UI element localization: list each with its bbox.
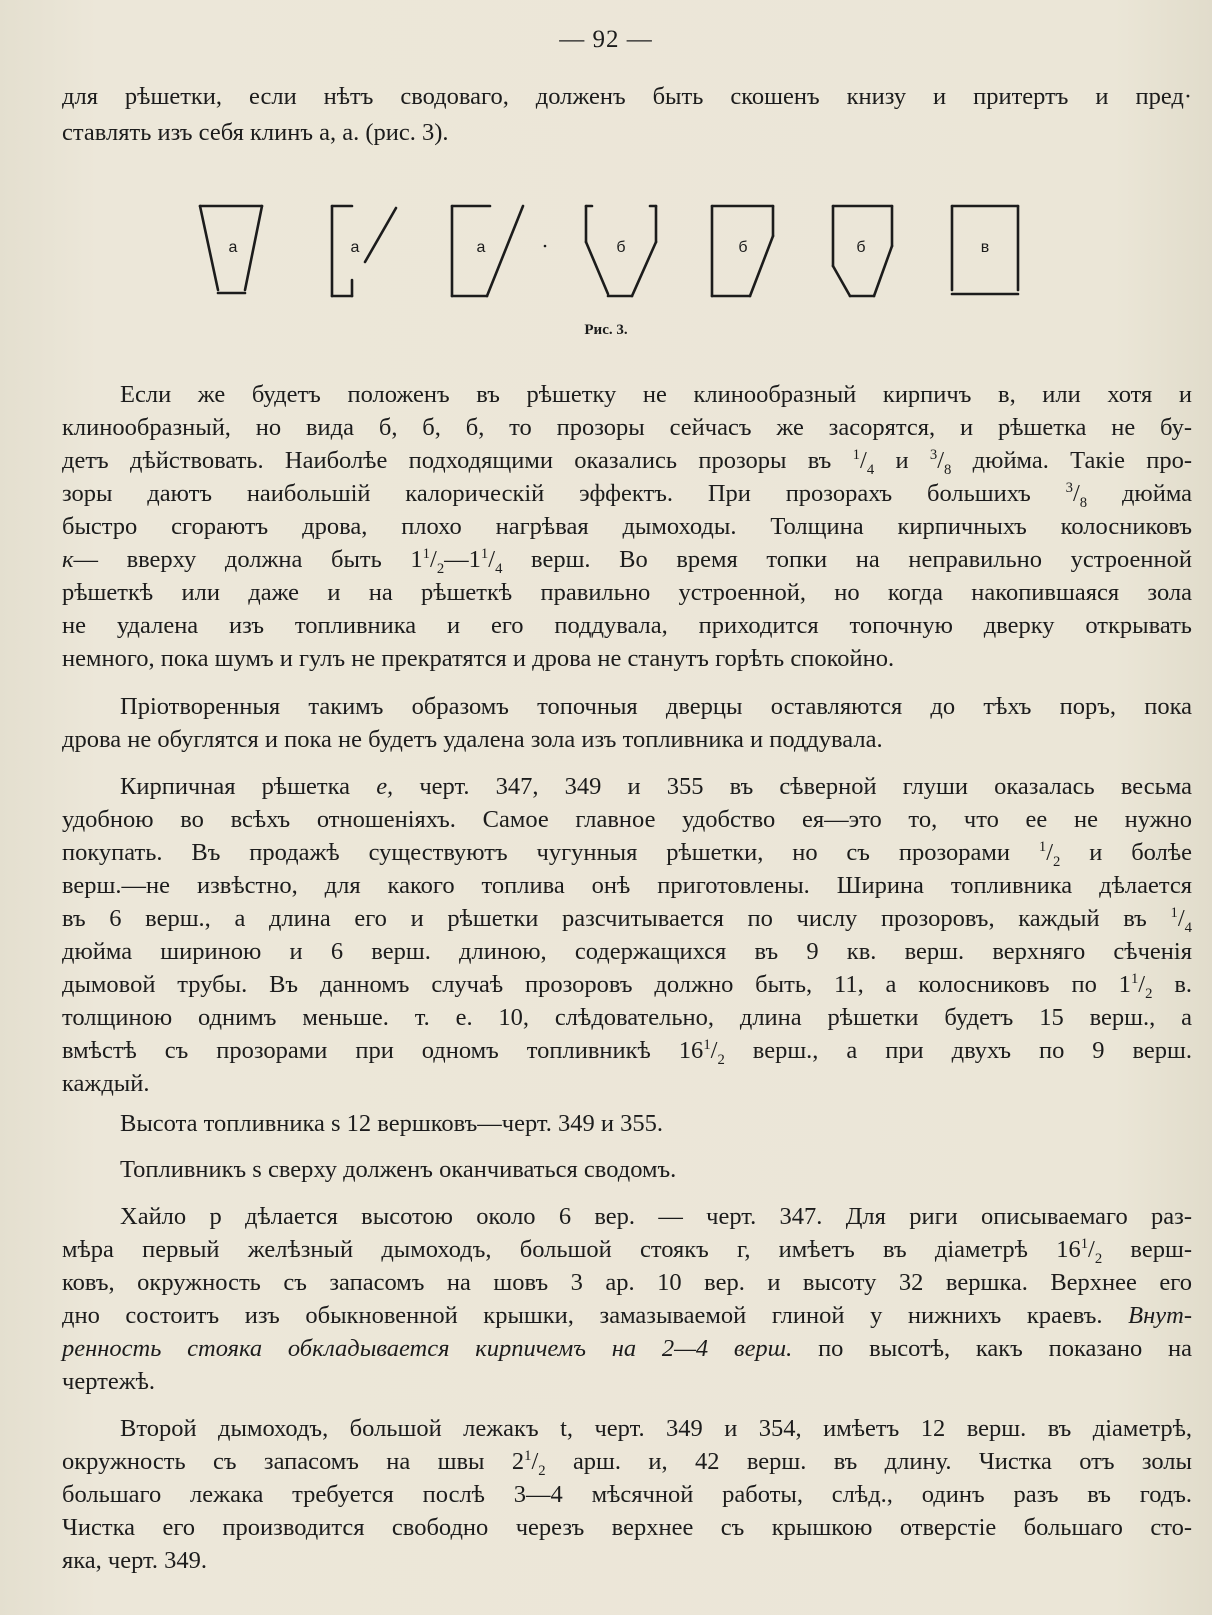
text-line: для рѣшетки, если нѣтъ сводоваго, долженъ быть скошенъ книзу и притертъ и пред· (62, 83, 1192, 110)
text-line: яка, черт. 349. (62, 1547, 208, 1574)
text-line: дно состоитъ изъ обыкновенной крышки, замазываемой глиной у нижнихъ краевъ. Внут- (62, 1302, 1193, 1329)
brick-profile-half-wedge (332, 206, 396, 296)
figure-label: б (856, 239, 866, 256)
text-line: верш.—не извѣстно, для какого топлива онѣ приготовлены. Ширина топливника дѣлается (62, 872, 1192, 899)
text-line: Второй дымоходъ, большой лежакъ t, черт. 349 и 354, имѣетъ 12 верш. въ діаметрѣ, (120, 1415, 1192, 1442)
brick-profile-half-wedge (452, 206, 523, 296)
text-line: ренность стояка обкладывается кирпичемъ на 2—4 верш. по высотѣ, какъ показано на (62, 1335, 1192, 1362)
figure-label: а (476, 239, 486, 256)
text-line: клинообразный, но вида б, б, б, то прозоры сейчасъ же засорятся, и рѣшетка не бу- (62, 414, 1192, 441)
text-line: дюйма шириною и 6 верш. длиною, содержащихся въ 9 кв. верш. верхняго сѣченія (62, 938, 1192, 965)
text-line: не удалена изъ топливника и его поддувала, приходится топочную дверку открывать (62, 612, 1192, 639)
text-line: Кирпичная рѣшетка е, черт. 347, 349 и 355 въ сѣверной глуши оказалась весьма (120, 773, 1192, 800)
figure-label: б (616, 239, 626, 256)
text-line: каждый. (62, 1070, 150, 1097)
text-line: быстро сгораютъ дрова, плохо нагрѣвая дымоходы. Толщина кирпичныхъ колосниковъ (62, 513, 1192, 540)
figure-caption: Рис. 3. (584, 322, 628, 338)
page-number: — 92 — (559, 26, 653, 53)
text-line: покупать. Въ продажѣ существуютъ чугунныя рѣшетки, но съ прозорами $^1/_2$ и болѣе (62, 838, 1193, 870)
text-line: дрова не обуглятся и пока не будетъ удалена зола изъ топливника и поддувала. (62, 726, 883, 753)
text-line: Чистка его производится свободно черезъ верхнее съ крышкою отверстіе большаго сто- (62, 1514, 1192, 1541)
text-line: ставлять изъ себя клинъ а, а. (рис. 3). (62, 119, 449, 146)
text-line: ковъ, окружность съ запасомъ на шовъ 3 ар. 10 вер. и высоту 32 вершка. Верхнее его (62, 1269, 1192, 1296)
text-line: удобною во всѣхъ отношеніяхъ. Самое главное удобство ея—это то, что ее не нужно (62, 806, 1192, 833)
text-line: зоры даютъ наибольшій калорическій эффектъ. При прозорахъ большихъ $^3/_8$ дюйма (62, 479, 1193, 511)
text-line: мѣра первый желѣзный дымоходъ, большой стоякъ г, имѣетъ въ діаметрѣ $16^1/_2$ верш- (62, 1235, 1192, 1267)
figure-brick-profiles (190, 200, 1070, 315)
text-line: чертежѣ. (62, 1368, 156, 1395)
text-line: Если же будетъ положенъ въ рѣшетку не клинообразный кирпичъ в, или хотя и (120, 381, 1192, 408)
text-line: вмѣстѣ съ прозорами при одномъ топливникѣ $16^1/_2$ верш., а при двухъ по 9 верш. (62, 1036, 1193, 1068)
figure-label: в (980, 239, 990, 256)
text-line: Пріотворенныя такимъ образомъ топочныя дверцы оставляются до тѣхъ поръ, пока (120, 693, 1192, 720)
text-line: дымовой трубы. Въ данномъ случаѣ прозоровъ должно быть, 11, а колосниковъ по $1^1/_2$ в. (62, 970, 1193, 1002)
text-line: к— вверху должна быть $1^1/_2—1^1/_4$ верш. Во время топки на неправильно устроенной (62, 545, 1193, 577)
text-line: Высота топливника s 12 вершковъ—черт. 349 и 355. (120, 1110, 663, 1137)
figure-label: б (738, 239, 748, 256)
text-line: немного, пока шумъ и гулъ не прекратятся и дрова не станутъ горѣть спокойно. (62, 645, 895, 672)
text-line: большаго лежака требуется послѣ 3—4 мѣсячной работы, слѣд., одинъ разъ въ годъ. (62, 1481, 1192, 1508)
text-line: окружность съ запасомъ на швы $2^1/_2$ арш. и, 42 верш. въ длину. Чистка отъ золы (62, 1447, 1192, 1479)
text-line: Топливникъ s сверху долженъ оканчиваться сводомъ. (120, 1156, 677, 1183)
text-line: рѣшеткѣ или даже и на рѣшеткѣ правильно устроенной, но когда накопившаяся зола (62, 579, 1192, 606)
text-line: детъ дѣйствовать. Наиболѣе подходящими оказались прозоры въ $^1/_4$ и $^3/_8$ дюйма. Такіе про- (62, 446, 1193, 478)
figure-label: а (350, 239, 360, 256)
text-line: Хайло р дѣлается высотою около 6 вер. — черт. 347. Для риги описываемаго раз- (120, 1203, 1192, 1230)
text-line: въ 6 верш., а длина его и рѣшетки разсчитывается по числу прозоровъ, каждый въ $^1/_4$ (62, 904, 1192, 936)
figure-label: а (228, 239, 238, 256)
text-line: толщиною однимъ меньше. т. е. 10, слѣдовательно, длина рѣшетки будетъ 15 верш., а (62, 1004, 1192, 1031)
